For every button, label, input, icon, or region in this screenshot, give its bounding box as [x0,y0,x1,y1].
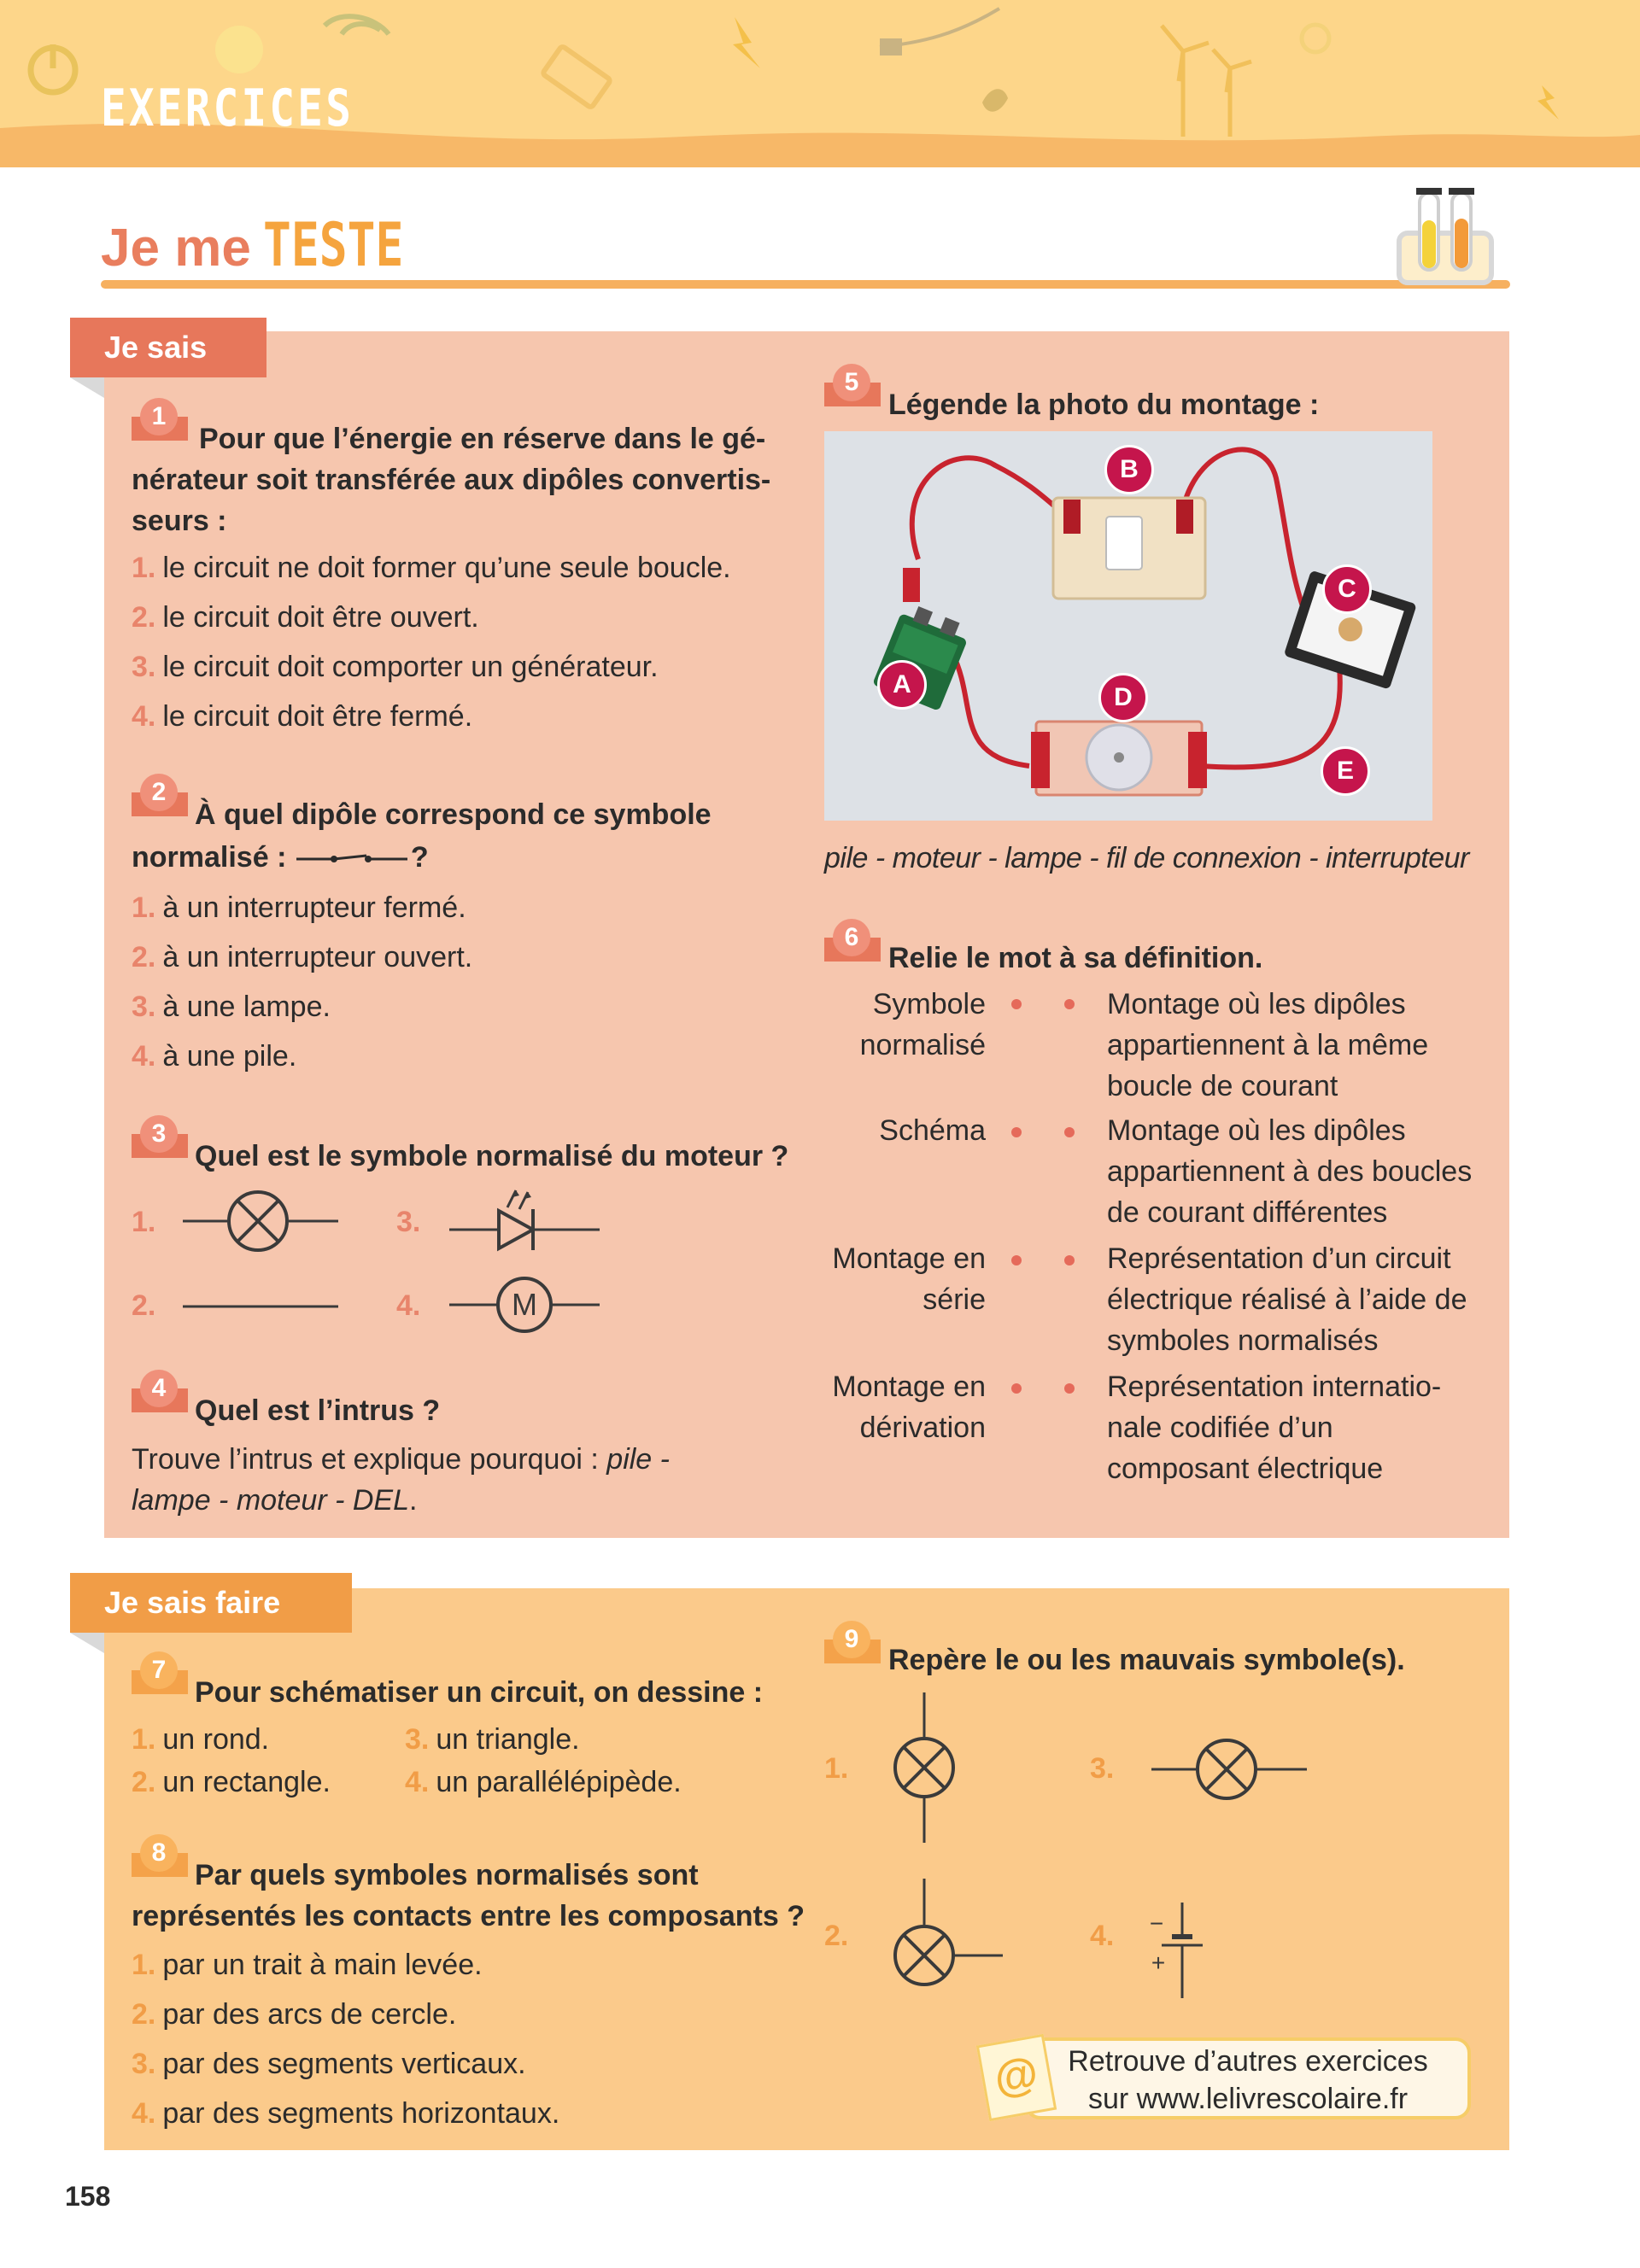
exercise-2-question-l1: À quel dipôle correspond ce symbole [195,798,712,831]
photo-badge-b: B [1104,445,1154,494]
lamp-symbol [181,1189,340,1254]
exercise-7-option: 3. un triangle. [405,1723,580,1756]
banner-title: EXERCICES [101,79,354,138]
exercise-1-option: 1. le circuit ne doit former qu’une seule boucle. [132,552,731,584]
exercise-2-option: 2. à un interrupteur ouvert. [132,941,473,973]
exercise-4-question: Quel est l’intrus ? [195,1394,441,1427]
match-dot-right[interactable] [1064,1255,1075,1266]
match-left-3: Montage en série [832,1242,986,1316]
match-left-4: Montage en dérivation [832,1371,986,1444]
tab-je-sais-label: Je sais [104,330,208,365]
photo-badge-e: E [1321,746,1370,796]
match-dot-right[interactable] [1064,1127,1075,1137]
exercise-2-option: 3. à une lampe. [132,991,331,1023]
lamp-symbol-corner [888,1877,1004,1991]
exercise-2-option: 1. à un interrupteur fermé. [132,891,466,924]
exercise-1-question-l2: nérateur soit transférée aux dipôles convertis- [132,464,771,496]
title-underline [101,280,1510,289]
exercise-8-number: 8 [132,1834,186,1889]
exercise-7-number: 7 [132,1651,186,1706]
lamp-symbol-horizontal [1150,1737,1309,1802]
motor-symbol [448,1274,601,1336]
match-dot-right[interactable] [1064,999,1075,1009]
title-part-1: Je me [101,219,251,278]
exercise-7-option: 2. un rectangle. [132,1766,331,1798]
exercise-1-option: 2. le circuit doit être ouvert. [132,601,479,634]
exercise-8-option: 2. par des arcs de cercle. [132,1998,457,2031]
exercise-5-number: 5 [824,364,879,418]
wire-symbol [181,1298,340,1315]
exercise-4-text-l2: lampe - moteur - DEL. [132,1484,418,1517]
match-dot-left[interactable] [1011,999,1022,1009]
match-dot-left[interactable] [1011,1127,1022,1137]
photo-badge-c: C [1322,564,1372,614]
exercise-7-option: 4. un parallélépipède. [405,1766,682,1798]
match-dot-left[interactable] [1011,1255,1022,1266]
match-dot-left[interactable] [1011,1383,1022,1394]
exercise-2-number: 2 [132,774,186,828]
exercise-3-number: 3 [132,1115,186,1170]
header-banner [0,0,1640,167]
open-switch-symbol [295,850,411,868]
exercise-9-label-4: 4. [1090,1920,1115,1952]
section-title [101,210,443,280]
web-link-line-2[interactable]: sur www.lelivrescolaire.fr [1087,2083,1409,2115]
circuit-photo [824,431,1432,821]
exercise-3-label-2: 2. [132,1289,156,1322]
led-symbol [448,1184,601,1255]
leaf-icon-2 [982,89,1008,111]
exercise-9-question: Repère le ou les mauvais symbole(s). [888,1644,1405,1676]
page-number: 158 [65,2181,111,2212]
motor-letter: M [512,1287,537,1322]
exercise-3-label-3: 3. [396,1206,421,1238]
photo-badge-a: A [877,660,927,710]
exercise-6-question: Relie le mot à sa définition. [888,942,1263,974]
match-right-2: Montage où les dipôles appartiennent à des boucles de courant différentes [1107,1114,1473,1229]
exercise-5-word-list: pile - moteur - lampe - fil de connexion - interrupteur [824,842,1469,874]
bolt-icon-2 [1538,85,1559,120]
exercise-7-option: 1. un rond. [132,1723,270,1756]
title-part-2: TESTE [262,210,404,280]
exercise-1-question-l1: Pour que l’énergie en réserve dans le gé- [199,423,766,455]
match-left-1: Symbole normalisé [859,988,986,1061]
sun-icon [1302,25,1329,52]
match-dot-right[interactable] [1064,1383,1075,1394]
battery-symbol [1141,1901,1206,2000]
exercise-3-question: Quel est le symbole normalisé du moteur ? [195,1140,789,1172]
exercise-1-question-l3: seurs : [132,505,227,537]
at-icon: @ [976,2034,1057,2122]
exercise-9-label-2: 2. [824,1920,849,1952]
exercise-5-question: Légende la photo du montage : [888,389,1320,421]
match-right-4: Représentation internatio- nale codifiée d’un composant électrique [1107,1371,1442,1485]
leaf-icon [325,16,389,34]
web-link-box[interactable] [1025,2037,1471,2119]
exercise-9-label-3: 3. [1090,1752,1115,1785]
match-right-3: Représentation d’un circuit électrique réalisé à l’aide de symboles normalisés [1107,1242,1467,1357]
exercise-3-label-4: 4. [396,1289,421,1322]
exercise-8-question-l2: représentés les contacts entre les composants ? [132,1900,805,1932]
exercise-7-question: Pour schématiser un circuit, on dessine : [195,1676,764,1709]
exercise-1-number: 1 [132,398,186,453]
exercise-2-option: 4. à une pile. [132,1040,297,1073]
test-tubes-icon [1394,186,1500,289]
exercise-1-option: 3. le circuit doit comporter un générateur. [132,651,659,683]
exercise-4-text-l1: Trouve l’intrus et explique pourquoi : pile - [132,1443,670,1476]
web-link-line-1: Retrouve d’autres exercices [1068,2045,1428,2078]
exercise-8-option: 1. par un trait à main levée. [132,1949,483,1981]
battery-minus: − [1149,1910,1164,1937]
exercise-8-question-l1: Par quels symboles normalisés sont [195,1859,699,1891]
bolt-icon [733,17,760,68]
match-left-2: Schéma [879,1114,986,1147]
exercise-9-label-1: 1. [824,1752,849,1785]
match-right-1: Montage où les dipôles appartiennent à la même boucle de courant [1107,988,1429,1102]
battery-plus: + [1151,1949,1166,1976]
photo-badge-d: D [1098,673,1148,722]
exercise-6-number: 6 [824,919,879,973]
tab-je-sais-faire [70,1573,352,1633]
exercise-1-option: 4. le circuit doit être fermé. [132,700,473,733]
bulb-icon [215,26,263,73]
exercise-2-question-l2: normalisé : ? [132,841,429,874]
exercise-8-option: 3. par des segments verticaux. [132,2048,526,2080]
exercise-3-label-1: 1. [132,1206,156,1238]
exercise-4-number: 4 [132,1370,186,1424]
tab-je-sais-faire-label: Je sais faire [104,1585,281,1620]
lamp-symbol-vertical [888,1691,960,1844]
exercise-9-number: 9 [824,1621,879,1675]
battery-deco-icon [542,46,611,108]
tab-je-sais [70,318,266,377]
exercise-8-option: 4. par des segments horizontaux. [132,2097,560,2130]
